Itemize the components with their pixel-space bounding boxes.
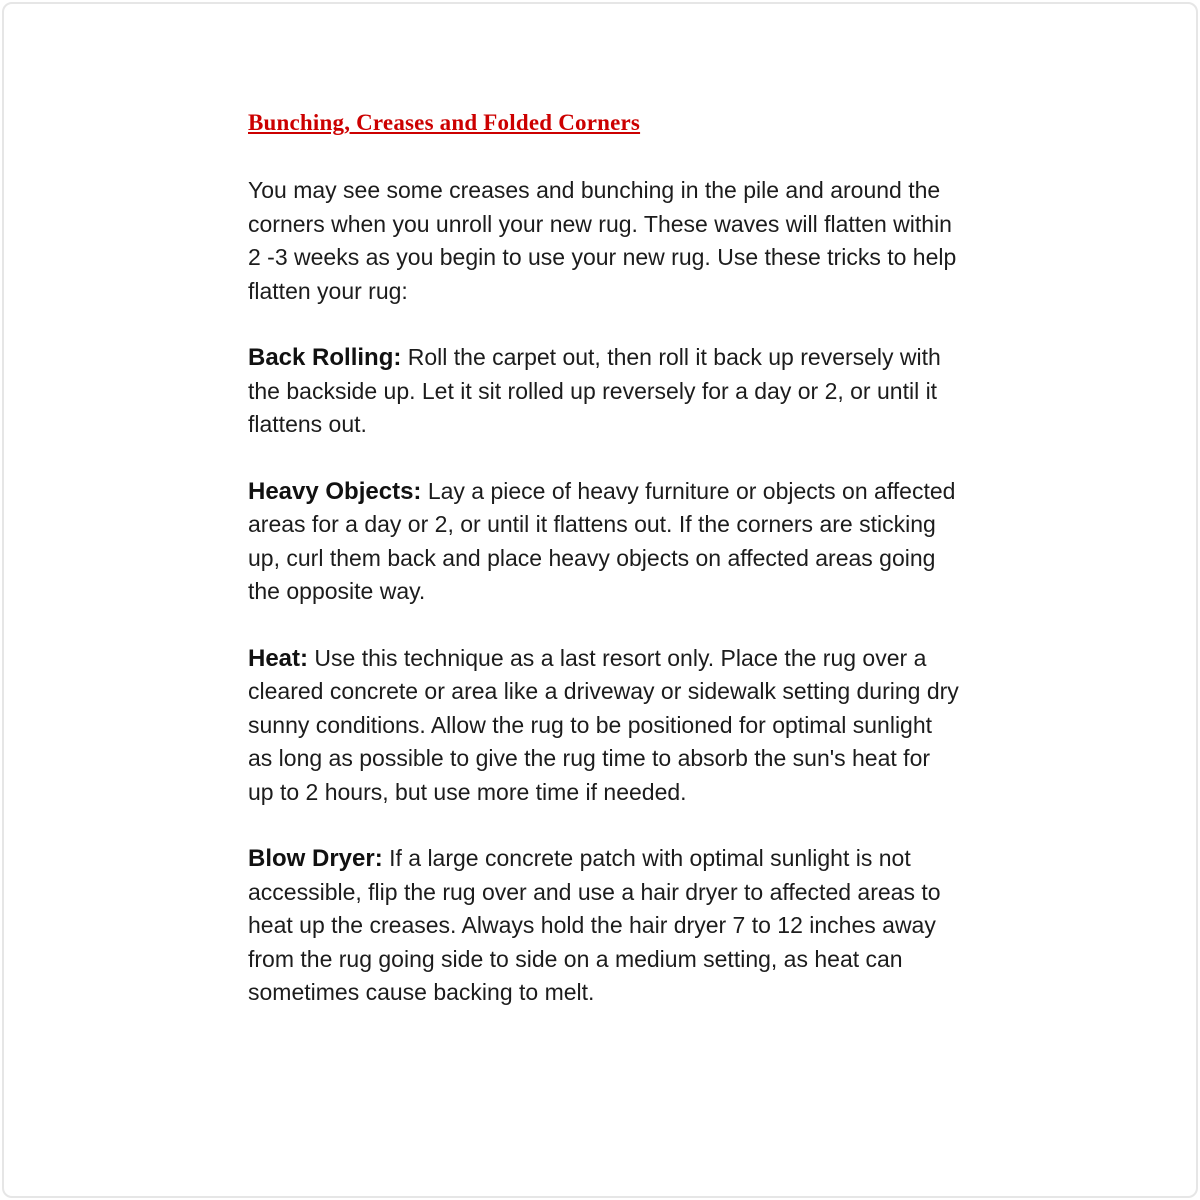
- section-heading-heat: Heat:: [248, 644, 309, 672]
- document-page: [248, 110, 960, 1043]
- section-heading-back-rolling: Back Rolling:: [248, 344, 402, 371]
- document-title: Bunching, Creases and Folded Corners: [248, 110, 641, 135]
- section-heat: [248, 642, 960, 810]
- section-heading-blow-dryer: Blow Dryer:: [248, 845, 383, 872]
- section-heading-heavy-objects: Heavy Objects:: [248, 477, 422, 505]
- section-heavy-objects: [248, 475, 960, 609]
- section-body-heat: Use this technique as a last resort only. Place the rug over a cleared concrete or area like a driveway or sidewalk setting during dry sunny conditions. Allow the rug to be positioned for optimal sunlight as long as possible to give the rug time to absorb the sun's heat for up to 2 hours, but use more time if needed.: [248, 644, 959, 805]
- section-body-back-rolling: Roll the carpet out, then roll it back up reversely with the backside up. Let it sit rolled up reversely for a day or 2, or until it flattens out.: [248, 344, 941, 437]
- section-back-rolling: [248, 341, 960, 442]
- section-body-blow-dryer: If a large concrete patch with optimal sunlight is not accessible, flip the rug over and use a hair dryer to affected areas to heat up the creases. Always hold the hair dryer 7 to 12 inches away from the rug going side to side on a medium setting, as heat can sometimes cause backing to melt.: [248, 845, 941, 1005]
- section-blow-dryer: [248, 842, 960, 1010]
- intro-paragraph: You may see some creases and bunching in the pile and around the corners when you unroll your new rug. These waves will flatten within 2 -3 weeks as you begin to use your new rug. Use these tricks to help flatten your rug:: [248, 177, 957, 304]
- section-body-heavy-objects: Lay a piece of heavy furniture or objects on affected areas for a day or 2, or until it flattens out. If the corners are sticking up, curl them back and place heavy objects on affected areas going the opposite way.: [248, 477, 956, 604]
